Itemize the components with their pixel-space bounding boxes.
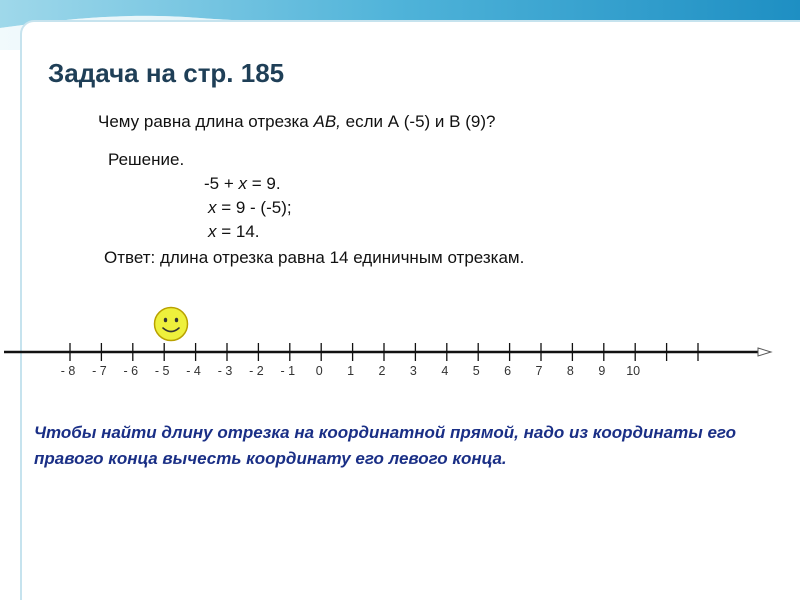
tick-label: - 6	[123, 364, 139, 378]
tick-label: - 7	[92, 364, 107, 378]
tick-label: - 8	[60, 364, 76, 378]
step1-variable: x	[238, 174, 247, 193]
tick-label: 3	[409, 364, 417, 378]
coordinate-line	[0, 300, 800, 390]
solution-step-2	[208, 198, 292, 218]
step3-variable: x	[208, 222, 217, 241]
tick-label: - 5	[154, 364, 170, 378]
problem-question	[98, 112, 495, 132]
page-title: Задача на стр. 185	[48, 58, 285, 88]
rule-statement: Чтобы найти длину отрезка на координатной прямой, надо из координаты его правого конца вычесть координату его левого конца.	[34, 423, 736, 468]
tick-label: - 1	[280, 364, 296, 378]
tick-label: 8	[566, 364, 574, 378]
question-prefix: Чему равна длина отрезка	[98, 112, 314, 131]
question-segment: АВ,	[313, 112, 341, 131]
step2-right: = 9 - (-5);	[216, 198, 292, 217]
tick-label: 1	[347, 364, 355, 378]
step1-left: -5 +	[204, 174, 239, 193]
solution-heading: Решение.	[108, 150, 185, 169]
solution-step-1	[204, 174, 281, 194]
tick-label: 2	[378, 364, 386, 378]
tick-label: 7	[535, 364, 543, 378]
solution-step-3	[208, 222, 260, 242]
tick-label: 5	[472, 364, 480, 378]
tick-label: - 4	[186, 364, 201, 378]
question-suffix: если А (-5) и В (9)?	[340, 112, 496, 131]
solution-answer: Ответ: длина отрезка равна 14 единичным отрезкам.	[104, 248, 525, 267]
tick-label: - 2	[249, 364, 264, 378]
step2-variable: x	[208, 198, 217, 217]
tick-label: 0	[315, 364, 323, 378]
tick-label: 9	[598, 364, 606, 378]
step1-right: = 9.	[247, 174, 281, 193]
tick-label: 4	[441, 364, 449, 378]
step3-right: = 14.	[216, 222, 260, 241]
tick-label: - 3	[217, 364, 233, 378]
tick-label: 10	[626, 364, 641, 378]
axis-arrow-icon	[758, 348, 771, 356]
tick-label: 6	[504, 364, 512, 378]
